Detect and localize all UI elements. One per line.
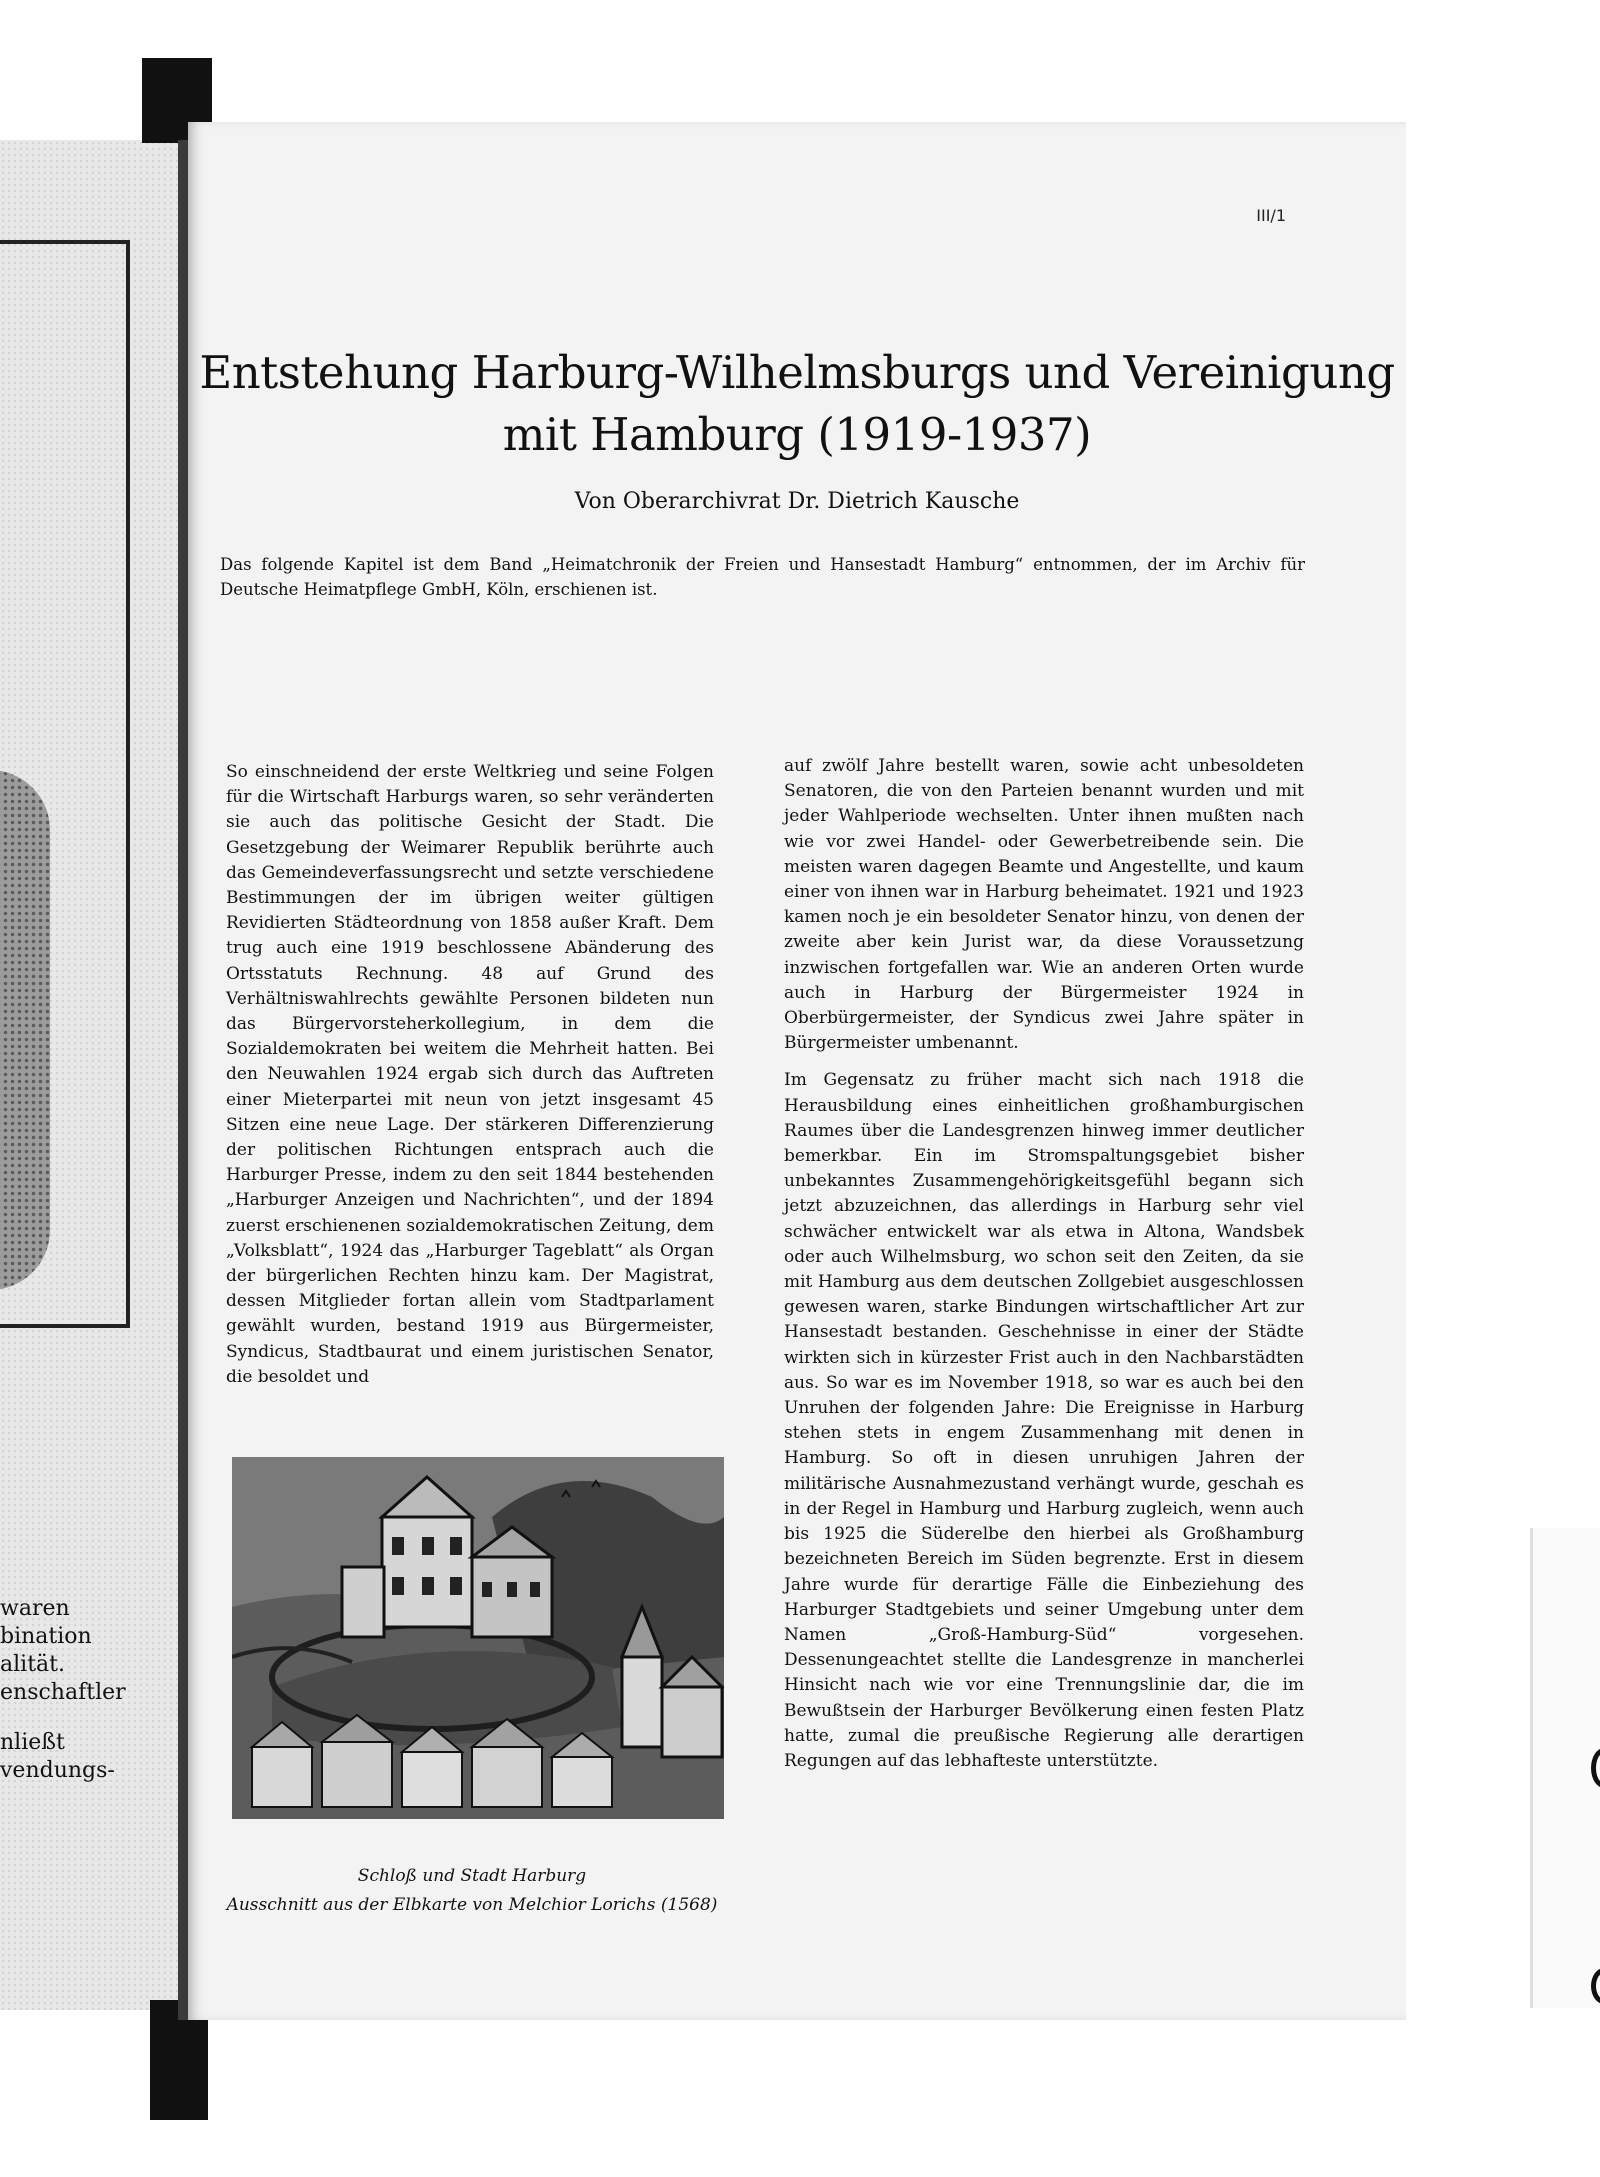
left-page-line: waren	[0, 1596, 70, 1621]
left-facing-page	[0, 140, 180, 2010]
body-paragraph: auf zwölf Jahre bestellt waren, sowie acht unbesoldeten Senatoren, die von den Parteien benannt wurden und mit jeder Wahlperiode wechselten. Unter ihnen mußten nach wie vor zwei Handel- oder Gewerbetreibende sein. Die meisten waren dagegen Beamte und Angestellte, und kaum einer von ihnen war in Harburg beheimatet. 1921 und 1923 kamen noch je ein besoldeter Senator hinzu, von denen der zweite aber kein Jurist war, da diese Voraussetzung inzwischen fortgefallen war. Wie an anderen Orten wurde auch in Harburg der Bürgermeister 1924 in Oberbürgermeister, der Syndicus zwei Jahre später in Bürgermeister umbenannt.	[784, 756, 1304, 1054]
left-page-gap	[0, 1707, 175, 1729]
body-paragraph: So einschneidend der erste Weltkrieg und seine Folgen für die Wirtschaft Harburgs waren, so sehr veränderten sie auch das politische Gesicht der Stadt. Die Gesetzgebung der Weimarer Republik berührte auch das Gemeindeverfassungsrecht und setzte verschiedene Bestimmungen der im übrigen weiter gültigen Revidierten Städteordnung von 1858 außer Kraft. Dem trug auch eine 1919 beschlossene Abänderung des Ortsstatuts Rechnung. 48 auf Grund des Verhältniswahlrechts gewählte Personen bildeten nun das Bürgervorsteherkollegium, in dem die Sozialdemokraten bei weitem die Mehrheit hatten. Bei den Neuwahlen 1924 ergab sich durch das Auftreten einer Mieterpartei mit neun von jetzt insgesamt 45 Sitzen eine neue Lage. Der stärkeren Differenzierung der politischen Richtungen entsprach auch die Harburger Presse, indem zu den seit 1844 bestehenden „Harburger Anzeigen und Nachrichten“, und der 1894 zuerst erschienenen sozialdemokratischen Zeitung, dem „Volksblatt“, 1924 das „Harburger Tageblatt“ als Organ der bürgerlichen Rechten hinzu kam. Der Magistrat, dessen Mitglieder fortan allein vom Stadtparlament gewählt wurden, bestand 1919 aus Bürgermeister, Syndicus, Stadtbaurat und einem juristischen Senator, die besoldet und	[226, 762, 714, 1387]
partial-letter-c	[1591, 1748, 1600, 1788]
left-page-line: nließt	[0, 1730, 65, 1755]
chapter-title-line: mit Hamburg (1919-1937)	[502, 408, 1092, 461]
document-page	[188, 122, 1406, 2020]
author-line: Von Oberarchivrat Dr. Dietrich Kausche	[574, 489, 1020, 514]
harburg-castle-illustration	[232, 1457, 724, 1819]
chapter-title	[188, 342, 1406, 466]
left-page-line: bination	[0, 1624, 92, 1649]
left-page-line: alität.	[0, 1652, 65, 1677]
caption-title: Schloß und Stadt Harburg	[357, 1866, 587, 1886]
chapter-title-line: Entstehung Harburg-Wilhelmsburgs und Vereinigung	[199, 346, 1395, 399]
page-number: III/1	[1256, 206, 1286, 225]
engraving-image	[232, 1457, 724, 1819]
left-page-illustration	[0, 770, 50, 1290]
caption-source: Ausschnitt aus der Elbkarte von Melchior Lorichs (1568)	[226, 1895, 718, 1915]
left-page-line: enschaftler	[0, 1680, 126, 1705]
figure-caption	[208, 1862, 736, 1920]
left-page-text	[0, 1595, 175, 1785]
body-paragraph: Im Gegensatz zu früher macht sich nach 1918 die Herausbildung eines einheitlichen großhamburgischen Raumes über die Landesgrenzen hinweg immer deutlicher bemerkbar. Ein im Stromspaltungsgebiet bisher unbekanntes Zusammengehörigkeitsgefühl begann sich jetzt abzuzeichnen, das allerdings in Harburg sehr viel schwächer entwickelt war als etwa in Altona, Wandsbek oder auch Wilhelmsburg, wo schon seit den Zeiten, da sie mit Hamburg aus dem deutschen Zollgebiet ausgeschlossen gewesen waren, starke Bindungen wirtschaftlicher Art zur Hansestadt bestanden. Geschehnisse in einer der Städte wirkten sich in kürzester Frist auch in den Nachbarstädten aus. So war es im November 1918, so war es auch bei den Unruhen der folgenden Jahre: Die Ereignisse in Harburg stehen stets in engem Zusammenhang mit denen in Hamburg. So oft in diesen unruhigen Jahren der militärische Ausnahmezustand verhängt wurde, geschah es in der Regel in Hamburg und Harburg zugleich, wenn auch bis 1925 die Süderelbe den hierbei als Großhamburg bezeichneten Bereich im Süden begrenzte. Erst in diesem Jahre wurde für derartige Fälle die Einbeziehung des Harburger Stadtgebiets und seiner Umgebung unter dem Namen „Groß-Hamburg-Süd“ vorgesehen. Dessenungeachtet stellte die Landesgrenze in mancherlei Hinsicht nach wie vor eine Trennungslinie dar, die im Bewußtsein der Harburger Bevölkerung einen festen Platz hatte, zumal die preußische Regierung alle derartigen Regungen auf das lebhafteste unterstützte.	[784, 1070, 1304, 1771]
right-edge-paper-scrap	[1530, 1528, 1600, 2008]
partial-letter-c	[1591, 1968, 1600, 2004]
text-column-left	[226, 760, 714, 1390]
left-page-line: vendungs-	[0, 1758, 115, 1783]
intro-note: Das folgende Kapitel ist dem Band „Heimatchronik der Freien und Hansestadt Hamburg“ entnommen, der im Archiv für Deutsche Heimatpflege GmbH, Köln, erschienen ist.	[220, 555, 1305, 599]
text-column-right	[784, 754, 1304, 1774]
